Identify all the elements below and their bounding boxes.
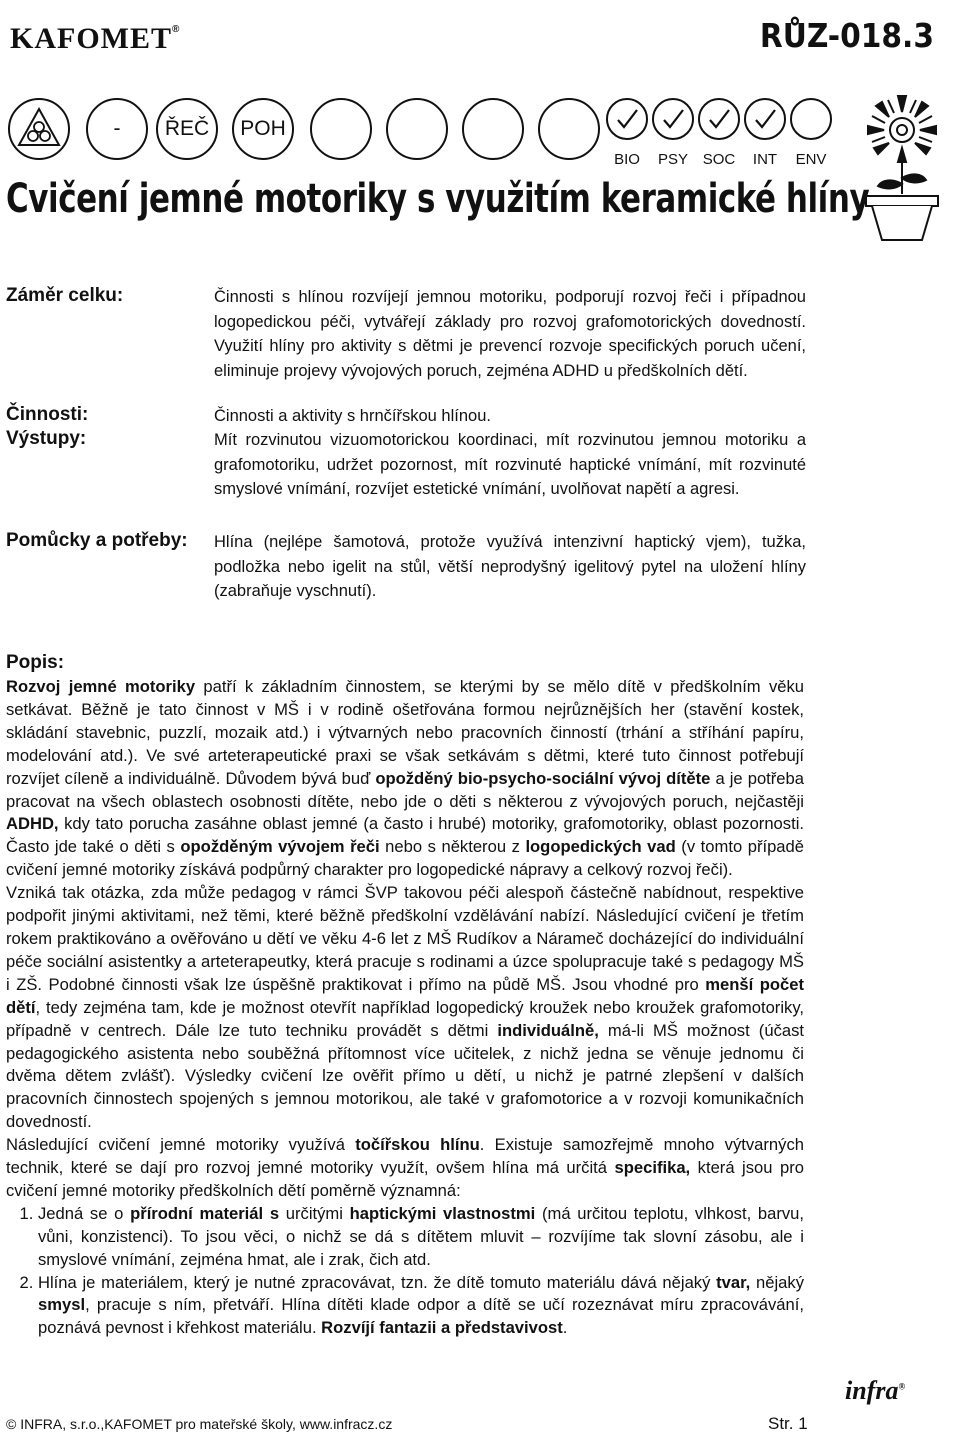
zamer-text: Činnosti s hlínou rozvíjejí jemnou motoriku, podporují rozvoj řeči i případnou logopedickou péči, vytvářejí základy pro rozvoj grafomotorických dovedností. Využití hlíny pro aktivity s dětmi je prevencí rozvoje specifických poruch učení, eliminuje projevy vývojových poruch, zejména ADHD u předškolních dětí.: [214, 288, 806, 380]
bold-run: Rozvoj jemné motoriky: [6, 677, 196, 696]
label-soc: SOC: [702, 151, 736, 168]
footer-copyright: © INFRA, s.r.o.,KAFOMET pro mateřské školy, www.infracz.cz: [6, 1416, 393, 1432]
area-circle-1: -: [86, 98, 148, 160]
bold-run: opožděný bio-psycho-sociální vývoj dítěte: [375, 768, 711, 788]
page-title: Cvičení jemné motoriky s využitím keramické hlíny: [6, 176, 870, 222]
label-psy: PSY: [657, 151, 688, 168]
area-circle-5: [386, 98, 448, 160]
brand-logo: KAFOMET®: [10, 22, 181, 55]
pomucky-label: Pomůcky a potřeby:: [6, 530, 188, 551]
document-code: RŮZ-018.3: [759, 16, 934, 55]
bold-run: přírodní materiál s: [130, 1203, 280, 1223]
specifika-list: [6, 1203, 804, 1340]
bold-run: smysl: [38, 1295, 86, 1315]
check-psy-icon: [652, 98, 694, 140]
bold-run: menší počet dětí: [6, 974, 804, 1017]
area-circle-4: [310, 98, 372, 160]
triangle-logo-icon: [8, 98, 70, 160]
bold-run: specifika,: [614, 1158, 691, 1178]
zamer-label: Záměr celku:: [6, 285, 124, 306]
label-bio: BIO: [614, 151, 640, 168]
infra-logo: infra®: [845, 1376, 906, 1405]
label-int: INT: [752, 151, 778, 168]
check-soc-icon: [698, 98, 740, 140]
page-number: Str. 1: [768, 1414, 808, 1433]
area-circle-6: [462, 98, 524, 160]
list-item: 2. Hlína je materiálem, který je nutné zpracovávat, tzn. že dítě tomuto materiálu dává nějaký tvar, nějaký smysl, pracuje s ním, přetváří. Hlína dítěti klade odpor a dítě se učí rozeznávat míru zpracovávání, poznává pevnost i křehkost materiálu. Rozvíjí fantazii a představivost.: [38, 1272, 804, 1341]
check-int-icon: [744, 98, 786, 140]
bold-run: individuálně,: [497, 1020, 599, 1040]
flower-pot-icon: [852, 92, 952, 247]
area-circle-7: [538, 98, 600, 160]
bold-run: logopedických vad: [525, 837, 676, 857]
vystupy-text: Mít rozvinutou vizuomotorickou koordinaci, mít rozvinutou jemnou motoriku a grafomotoriku, udržet pozornost, mít rozvinuté haptické vnímání, mít rozvinuté smyslové vnímání, rozvíjet estetické vnímání, uvolňovat napětí a agresi.: [214, 431, 806, 498]
vystupy-label: Výstupy:: [6, 428, 87, 449]
label-env: ENV: [795, 151, 827, 168]
list-item: 1. Jedná se o přírodní materiál s určitými haptickými vlastnostmi (má určitou teplotu, vlhkost, barvu, vůni, konzistenci). To jsou věci, o nichž se dá s dítětem mluvit – rozvíjíme tak slovní zásobu, ale i smyslové vnímání, zejména hmat, ale i zrak, čich atd.: [38, 1203, 804, 1272]
popis-paragraph-2: Vzniká tak otázka, zda může pedagog v rámci ŠVP takovou péči alespoň částečně nabídnout, respektive podpořit jinými aktivitami, než těmi, které běžně předškolní vzdělávání nabízí. Následující cvičení je třetím rokem praktikováno a ověřováno u dětí ve věku 4-6 let z MŠ Rudíkov a Náramеč docházející do individuální péče sociální asistentky a arteterapeutky, která pracuje s rodinami a úzce spolupracuje také s pedagogy MŠ i ZŠ. Podobné činnosti však lze úspěšně praktikovat i přímo na půdě MŠ. Jsou vhodné pro menší počet dětí, tedy zejména tam, kde je možnost otevřít například logopedický kroužek nebo kroužek grafomotoriky, případně v centrech. Dále lze tuto techniku provádět s dětmi individuálně, má-li MŠ možnost (účast pedagogického asistenta nebo souběžná přítomnost více učitelek, z nichž jedna se věnuje jednomu či dvěma dětem zvlášť). Výsledky cvičení lze ověřit přímo u dětí, u nichž je patrné zlepšení v dalších pracovních činnostech spojených s jemnou motorikou, ale také v grafomotorice a v rozvoji komunikačních dovedností.: [6, 883, 804, 1132]
popis-heading: Popis:: [6, 652, 65, 673]
pomucky-text: Hlína (nejlépe šamotová, protože využívá intenzivní haptický vjem), tužka, podložka nebo igelit na stůl, větší neprodyšný igelitový pytel na uložení hlíny (zabraňuje vyschnutí).: [214, 533, 806, 600]
cinnosti-label: Činnosti:: [6, 404, 89, 425]
check-env-circle: [790, 98, 832, 140]
area-circle-poh: POH: [232, 98, 294, 160]
area-circle-rec: ŘEČ: [156, 98, 218, 160]
bold-run: točířskou hlínu: [355, 1135, 480, 1155]
popis-paragraph-1: Rozvoj jemné motoriky patří k základním činnostem, se kterými by se mělo dítě v předškolním věku setkávat. Běžně je tato činnost v MŠ i v rodině ošetřována formou nejrůznějších her (stavění kostek, skládání stavebnic, puzzlí, mozaik atd.) i výtvarných nebo pracovních činností (trhání a stříhání papíru, modelování atd.). Ve své arteterapeutické praxi se však setkávám s dětmi, které tuto činnost potřebují rozvíjet cíleně a individuálně. Důvodem bývá buď opožděný bio-psycho-sociální vývoj dítěte a je potřeba pracovat na všech oblastech osobnosti dítěte, nebo jde o děti s některou z vývojových poruch, nejčastěji ADHD, kdy tato porucha zasáhne oblast jemné (a často i hrubé) motoriky, grafomotoriky, oblast pozornosti. Často jde také o děti s opožděným vývojem řeči nebo s některou z logopedických vad (v tomto případě cvičení jemné motoriky získává podpůrný charakter pro logopedické nápravy a celkový rozvoj řeči).: [6, 677, 804, 880]
bold-run: haptickými vlastnostmi: [349, 1203, 536, 1223]
bold-run: Rozvíjí fantazii a představivost: [321, 1318, 563, 1338]
bold-run: ADHD,: [6, 814, 59, 834]
check-bio-icon: [606, 98, 648, 140]
cinnosti-text: Činnosti a aktivity s hrnčířskou hlínou.: [214, 407, 491, 425]
bold-run: tvar,: [716, 1272, 751, 1292]
bold-run: opožděným vývojem řeči: [180, 837, 380, 857]
popis-body: [6, 676, 804, 1340]
popis-paragraph-3: Následující cvičení jemné motoriky využívá točířskou hlínu. Existuje samozřejmě mnoho výtvarných technik, které se dají pro rozvoj jemné motoriky využít, ovšem hlína má určitá specifika, která jsou pro cvičení jemné motoriky předškolních dětí poměrně významná:: [6, 1135, 804, 1200]
